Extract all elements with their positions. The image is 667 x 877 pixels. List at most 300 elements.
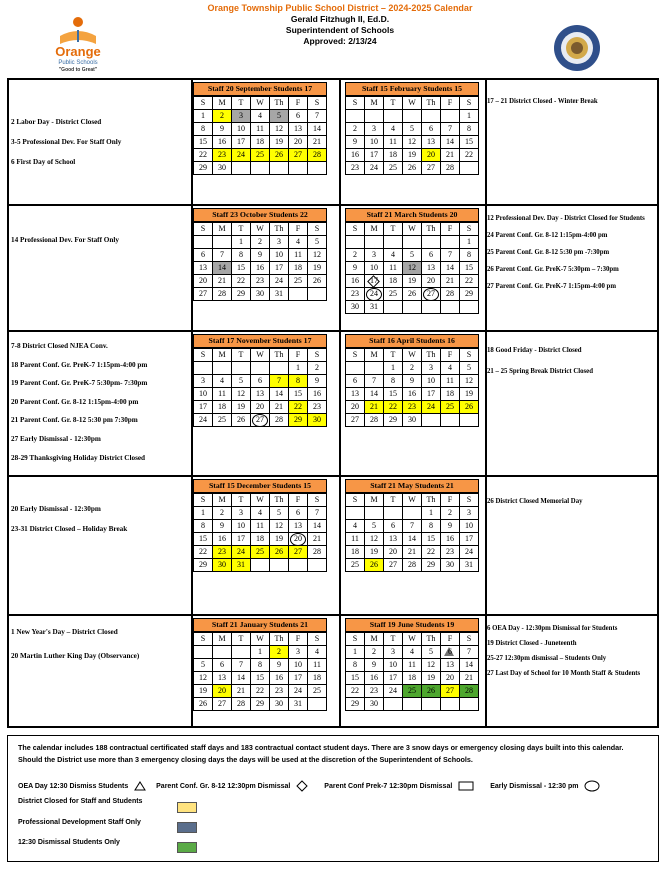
day-cell: 15: [251, 672, 270, 685]
month-header: Staff 21 March Students 20: [345, 208, 479, 222]
day-of-week: S: [346, 633, 365, 646]
day-of-week: M: [213, 633, 232, 646]
day-cell: 30: [308, 414, 327, 427]
day-cell: [403, 698, 422, 711]
day-of-week: S: [194, 97, 213, 110]
day-cell: [232, 646, 251, 659]
day-cell: 29: [346, 698, 365, 711]
day-cell: 9: [270, 659, 289, 672]
day-cell: 10: [422, 375, 441, 388]
day-cell: 18: [251, 533, 270, 546]
day-cell: 20: [422, 149, 441, 162]
day-cell: 18: [346, 546, 365, 559]
legend-half-row: [18, 839, 120, 846]
day-cell: 4: [346, 520, 365, 533]
day-cell: 2: [213, 110, 232, 123]
legend-pd-label: Professional Development Staff Only: [18, 819, 141, 826]
day-cell: [194, 362, 213, 375]
month-table: [193, 632, 327, 711]
day-cell: 11: [384, 262, 403, 275]
day-cell: 13: [441, 659, 460, 672]
day-cell: 24: [365, 288, 384, 301]
superintendent-role: Superintendent of Schools: [285, 25, 395, 35]
day-cell: 16: [308, 388, 327, 401]
day-of-week: T: [384, 494, 403, 507]
day-cell: 17: [422, 388, 441, 401]
legend-pd-row: [18, 819, 141, 826]
month-header: Staff 23 October Students 22: [193, 208, 327, 222]
triangle-icon: [134, 781, 146, 791]
day-cell: 19: [460, 388, 479, 401]
week-row: [346, 110, 479, 123]
day-cell: 28: [460, 685, 479, 698]
day-cell: [346, 362, 365, 375]
day-of-week: S: [460, 223, 479, 236]
day-of-week: W: [251, 633, 270, 646]
day-cell: [346, 507, 365, 520]
day-cell: 23: [403, 401, 422, 414]
day-cell: 1: [460, 236, 479, 249]
day-cell: 13: [384, 533, 403, 546]
day-cell: 5: [232, 375, 251, 388]
day-cell: 22: [460, 149, 479, 162]
day-cell: 9: [346, 136, 365, 149]
day-cell: 16: [213, 136, 232, 149]
month-calendar: [345, 479, 479, 572]
day-of-week: F: [441, 494, 460, 507]
month-header: Staff 21 May Students 21: [345, 479, 479, 493]
right-notes: [487, 497, 655, 506]
day-cell: 10: [365, 136, 384, 149]
day-cell: 18: [384, 275, 403, 288]
right-note: 25 Parent Conf. Gr. 8-12 5:30 pm -7:30pm: [487, 249, 610, 256]
day-of-week: F: [441, 349, 460, 362]
day-cell: 7: [213, 249, 232, 262]
day-of-week: F: [441, 633, 460, 646]
day-cell: 5: [460, 362, 479, 375]
day-of-week: S: [194, 494, 213, 507]
day-cell: 20: [289, 136, 308, 149]
day-cell: 3: [270, 236, 289, 249]
day-cell: 2: [403, 362, 422, 375]
day-of-week: S: [346, 349, 365, 362]
day-cell: 8: [289, 375, 308, 388]
month-header: Staff 19 June Students 19: [345, 618, 479, 632]
logo-text: Orange: [55, 44, 101, 59]
day-cell: 21: [365, 401, 384, 414]
day-cell: [308, 559, 327, 572]
day-cell: 2: [251, 236, 270, 249]
day-cell: 30: [441, 559, 460, 572]
day-cell: 16: [403, 388, 422, 401]
day-cell: 1: [194, 110, 213, 123]
month-header: Staff 15 December Students 15: [193, 479, 327, 493]
week-row: [346, 288, 479, 301]
right-note: 25-27 12:30pm dismissal – Students Only: [487, 655, 607, 662]
day-cell: 4: [441, 362, 460, 375]
day-cell: 2: [213, 507, 232, 520]
day-cell: 1: [346, 646, 365, 659]
left-note: 20 Parent Conf. Gr. 8-12 1:15pm-4:00 pm: [11, 397, 139, 406]
column-divider: [339, 80, 341, 204]
logo-tagline: "Good to Great": [58, 67, 98, 73]
day-cell: 23: [346, 162, 365, 175]
day-cell: 22: [384, 401, 403, 414]
day-of-week: S: [308, 97, 327, 110]
day-of-week: T: [232, 633, 251, 646]
day-of-week: M: [213, 223, 232, 236]
week-row: [346, 672, 479, 685]
day-cell: 8: [422, 520, 441, 533]
week-row: [346, 236, 479, 249]
day-of-week: F: [289, 494, 308, 507]
month-table: [345, 493, 479, 572]
legend-oea: OEA Day 12:30 Dismiss Students: [18, 782, 129, 790]
day-cell: 12: [308, 249, 327, 262]
week-row: [346, 149, 479, 162]
day-cell: 24: [270, 275, 289, 288]
footer-note-line-1: The calendar includes 188 contractual certificated staff days and 183 contractual contact student days. There are 3 snow days or emergency closing days built into this calendar.: [18, 743, 624, 752]
day-of-week: F: [289, 223, 308, 236]
day-cell: 14: [403, 533, 422, 546]
day-of-week: M: [365, 223, 384, 236]
day-cell: 14: [213, 262, 232, 275]
month-calendar: [193, 334, 327, 427]
approval-date: Approved: 2/13/24: [303, 36, 377, 46]
left-note: 7-8 District Closed NJEA Conv.: [11, 342, 108, 350]
day-cell: 7: [270, 375, 289, 388]
day-of-week: Th: [422, 223, 441, 236]
day-cell: 25: [346, 559, 365, 572]
month-table: [345, 632, 479, 711]
day-cell: 25: [213, 414, 232, 427]
day-cell: 8: [460, 249, 479, 262]
week-row: [194, 546, 327, 559]
day-cell: 21: [232, 685, 251, 698]
day-cell: 28: [213, 288, 232, 301]
day-cell: 29: [289, 414, 308, 427]
week-row: [346, 414, 479, 427]
day-cell: 5: [308, 236, 327, 249]
day-cell: [441, 110, 460, 123]
day-cell: [422, 110, 441, 123]
day-cell: 20: [422, 275, 441, 288]
day-of-week: T: [384, 633, 403, 646]
day-cell: 3: [194, 375, 213, 388]
day-cell: 23: [213, 149, 232, 162]
day-cell: 21: [308, 533, 327, 546]
day-cell: 3: [460, 507, 479, 520]
day-cell: 27: [422, 288, 441, 301]
footer-note: [18, 742, 648, 766]
day-cell: 6: [213, 659, 232, 672]
day-cell: 11: [384, 136, 403, 149]
day-cell: 9: [251, 249, 270, 262]
right-note: 18 Good Friday - District Closed: [487, 347, 582, 354]
day-cell: [403, 236, 422, 249]
day-of-week: Th: [270, 494, 289, 507]
day-cell: 25: [384, 162, 403, 175]
day-cell: 9: [441, 520, 460, 533]
column-divider: [339, 206, 341, 330]
day-cell: 3: [232, 110, 251, 123]
day-cell: 21: [403, 546, 422, 559]
day-of-week: F: [289, 633, 308, 646]
day-cell: 30: [270, 698, 289, 711]
day-cell: 31: [270, 288, 289, 301]
day-cell: 17: [194, 401, 213, 414]
day-cell: 10: [460, 520, 479, 533]
day-cell: 30: [213, 559, 232, 572]
day-cell: 24: [232, 149, 251, 162]
day-cell: 5: [365, 520, 384, 533]
day-cell: 10: [365, 262, 384, 275]
day-cell: 14: [308, 520, 327, 533]
day-of-week: W: [403, 494, 422, 507]
day-cell: 15: [346, 672, 365, 685]
day-cell: 15: [384, 388, 403, 401]
day-cell: 21: [270, 401, 289, 414]
day-of-week: M: [365, 633, 384, 646]
day-of-week: S: [460, 97, 479, 110]
day-cell: 21: [308, 136, 327, 149]
day-cell: 20: [384, 546, 403, 559]
day-cell: 8: [251, 659, 270, 672]
day-cell: 15: [422, 533, 441, 546]
day-cell: [270, 362, 289, 375]
day-cell: 30: [251, 288, 270, 301]
day-cell: 19: [232, 401, 251, 414]
week-row: [194, 375, 327, 388]
day-cell: [213, 362, 232, 375]
day-cell: 12: [422, 659, 441, 672]
day-cell: 7: [441, 123, 460, 136]
right-note: 21 – 25 Spring Break District Closed: [487, 368, 593, 375]
right-notes: [487, 97, 655, 106]
day-cell: 12: [194, 672, 213, 685]
week-row: [194, 401, 327, 414]
day-cell: [384, 110, 403, 123]
day-cell: 9: [213, 520, 232, 533]
day-cell: 16: [251, 262, 270, 275]
day-cell: 18: [441, 388, 460, 401]
week-row: [346, 698, 479, 711]
day-cell: 28: [270, 414, 289, 427]
left-notes: [11, 628, 187, 676]
right-note: 17 – 21 District Closed - Winter Break: [487, 98, 598, 105]
month-calendar: [193, 618, 327, 711]
calendar-row: [9, 616, 657, 726]
week-row: [346, 533, 479, 546]
day-cell: 10: [289, 659, 308, 672]
day-cell: 2: [346, 249, 365, 262]
day-of-week: S: [460, 494, 479, 507]
day-cell: 18: [251, 136, 270, 149]
day-cell: 17: [384, 672, 403, 685]
day-cell: [251, 362, 270, 375]
week-row: [194, 275, 327, 288]
legend-half-swatch: [177, 842, 197, 853]
day-cell: 18: [289, 262, 308, 275]
week-row: [194, 362, 327, 375]
right-note: 24 Parent Conf. Gr. 8-12 1:15pm-4:00 pm: [487, 232, 608, 239]
day-cell: [346, 110, 365, 123]
day-cell: 28: [403, 559, 422, 572]
day-cell: 14: [308, 123, 327, 136]
day-cell: 14: [232, 672, 251, 685]
column-divider: [339, 477, 341, 614]
day-cell: 14: [270, 388, 289, 401]
day-cell: 28: [308, 546, 327, 559]
day-cell: 16: [441, 533, 460, 546]
superintendent-name: Gerald Fitzhugh II, Ed.D.: [290, 14, 390, 24]
day-cell: [232, 162, 251, 175]
day-cell: 3: [384, 646, 403, 659]
day-cell: 7: [232, 659, 251, 672]
right-notes: [487, 346, 655, 388]
day-cell: 23: [441, 546, 460, 559]
day-cell: 20: [346, 401, 365, 414]
day-cell: 1: [251, 646, 270, 659]
day-of-week: S: [460, 633, 479, 646]
day-cell: 3: [365, 249, 384, 262]
day-cell: [422, 698, 441, 711]
day-of-week: W: [251, 223, 270, 236]
left-note: 28-29 Thanksgiving Holiday District Closed: [11, 453, 146, 462]
day-cell: 4: [289, 236, 308, 249]
week-row: [194, 698, 327, 711]
week-row: [346, 162, 479, 175]
day-cell: 19: [403, 275, 422, 288]
day-cell: 9: [308, 375, 327, 388]
day-cell: 28: [308, 149, 327, 162]
week-row: [346, 262, 479, 275]
day-cell: 12: [403, 262, 422, 275]
day-cell: 30: [403, 414, 422, 427]
day-cell: [441, 414, 460, 427]
month-table: [345, 222, 479, 314]
day-cell: 31: [365, 301, 384, 314]
day-of-week: T: [232, 494, 251, 507]
day-cell: 8: [384, 375, 403, 388]
day-cell: 15: [194, 533, 213, 546]
day-cell: [422, 301, 441, 314]
day-cell: 28: [232, 698, 251, 711]
left-note: 18 Parent Conf. Gr. PreK-7 1:15pm-4:00 pm: [11, 360, 148, 369]
day-cell: [194, 646, 213, 659]
day-of-week: M: [365, 349, 384, 362]
week-row: [194, 659, 327, 672]
legend-closed-swatch: [177, 802, 197, 813]
day-cell: 29: [194, 162, 213, 175]
day-cell: 23: [346, 288, 365, 301]
day-cell: 5: [194, 659, 213, 672]
day-cell: 1: [289, 362, 308, 375]
day-cell: 15: [194, 136, 213, 149]
month-header: Staff 17 November Students 17: [193, 334, 327, 348]
day-cell: 6: [384, 520, 403, 533]
week-row: [346, 559, 479, 572]
day-cell: 30: [346, 301, 365, 314]
day-cell: 5: [403, 249, 422, 262]
day-cell: 7: [403, 520, 422, 533]
week-row: [346, 520, 479, 533]
day-cell: 29: [384, 414, 403, 427]
day-cell: 4: [251, 507, 270, 520]
day-cell: [289, 162, 308, 175]
month-table: [193, 493, 327, 572]
day-cell: [422, 236, 441, 249]
week-row: [194, 262, 327, 275]
day-of-week: M: [365, 97, 384, 110]
day-cell: 4: [384, 249, 403, 262]
week-row: [194, 533, 327, 546]
day-of-week: T: [384, 223, 403, 236]
day-cell: 24: [422, 401, 441, 414]
day-of-week: Th: [422, 633, 441, 646]
day-cell: 31: [289, 698, 308, 711]
day-cell: [384, 236, 403, 249]
day-cell: 16: [365, 672, 384, 685]
day-of-week: T: [232, 223, 251, 236]
day-cell: 9: [346, 262, 365, 275]
day-cell: 14: [441, 136, 460, 149]
day-cell: 27: [346, 414, 365, 427]
day-cell: 29: [194, 559, 213, 572]
day-cell: [194, 236, 213, 249]
rectangle-icon: [458, 781, 474, 791]
day-cell: 4: [251, 110, 270, 123]
day-cell: 22: [422, 546, 441, 559]
day-cell: 24: [194, 414, 213, 427]
right-note: 19 District Closed - Juneteenth: [487, 640, 577, 647]
day-cell: 2: [270, 646, 289, 659]
left-notes: [11, 505, 187, 545]
day-of-week: W: [251, 494, 270, 507]
week-row: [346, 685, 479, 698]
day-cell: [213, 236, 232, 249]
day-cell: 22: [232, 275, 251, 288]
week-row: [346, 388, 479, 401]
day-cell: 7: [308, 110, 327, 123]
calendar-header: [0, 0, 667, 76]
day-cell: 10: [270, 249, 289, 262]
day-cell: 25: [441, 401, 460, 414]
left-note: 14 Professional Dev. For Staff Only: [11, 236, 119, 244]
week-row: [194, 685, 327, 698]
day-cell: 24: [232, 546, 251, 559]
day-cell: 18: [403, 672, 422, 685]
month-header: Staff 20 September Students 17: [193, 82, 327, 96]
day-cell: 23: [213, 546, 232, 559]
day-cell: 28: [441, 288, 460, 301]
day-cell: 8: [346, 659, 365, 672]
day-cell: 13: [194, 262, 213, 275]
day-cell: 3: [365, 123, 384, 136]
day-cell: 6: [289, 110, 308, 123]
week-row: [346, 646, 479, 659]
week-row: [194, 110, 327, 123]
day-cell: [308, 698, 327, 711]
month-table: [345, 348, 479, 427]
day-cell: 22: [289, 401, 308, 414]
day-cell: [270, 162, 289, 175]
day-cell: 6: [289, 507, 308, 520]
day-cell: 13: [422, 136, 441, 149]
symbol-legend: [18, 780, 600, 792]
month-calendar: [193, 82, 327, 175]
day-cell: 9: [403, 375, 422, 388]
